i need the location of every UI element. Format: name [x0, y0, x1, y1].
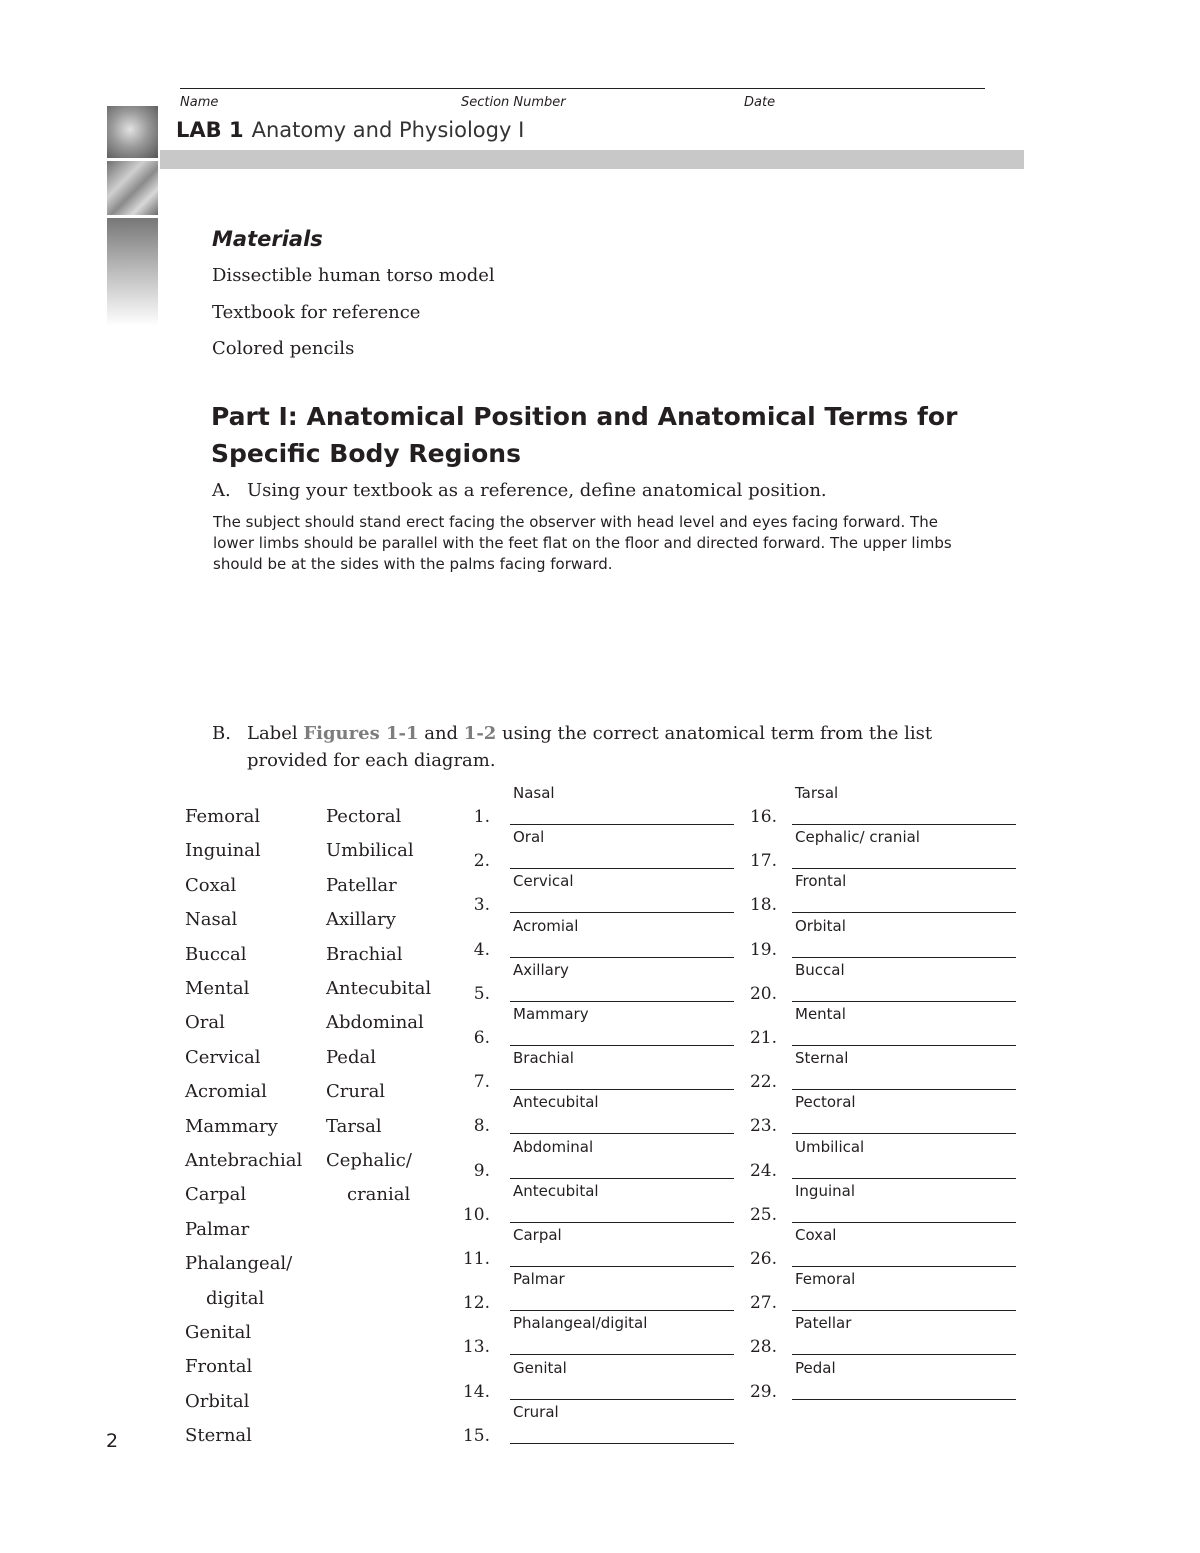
item-number: 7.	[473, 1072, 490, 1093]
question-b	[212, 720, 1002, 774]
answer-blank-line	[792, 912, 1016, 913]
material-item: Colored pencils	[212, 338, 355, 359]
term-list-item: Umbilical	[326, 840, 414, 862]
lab-number: LAB 1	[176, 118, 244, 142]
item-number: 21.	[749, 1028, 777, 1048]
question-b-text-part: using the correct anatomical term from the list provided for each diagram.	[247, 723, 933, 771]
answer-text[interactable]: Sternal	[795, 1049, 849, 1068]
term-list-item: Genital	[185, 1322, 252, 1343]
term-list-item: Mammary	[185, 1115, 278, 1137]
term-list-item: Phalangeal/	[185, 1253, 293, 1275]
answer-text[interactable]: Umbilical	[795, 1137, 865, 1156]
answer-blank-line	[510, 1266, 734, 1267]
answer-blank-line	[510, 957, 734, 958]
question-b-text-part: and	[418, 723, 464, 744]
figure-reference: 1-2	[463, 723, 497, 744]
item-number: 9.	[473, 1160, 490, 1181]
question-b-text-part: Label	[247, 723, 304, 744]
answer-text[interactable]: Orbital	[795, 916, 846, 935]
answer-text[interactable]: Nasal	[513, 784, 555, 802]
question-a-answer: The subject should stand erect facing the observer with head level and eyes facing forward. The lower limbs should be parallel with the feet flat on the floor and directed forward. The upper limbs should be at the sides with the palms facing forward.	[213, 513, 952, 573]
answer-text[interactable]: Tarsal	[795, 784, 839, 802]
item-number: 29.	[749, 1381, 777, 1402]
answer-blank-line	[792, 957, 1016, 958]
answer-blank-line	[792, 1266, 1016, 1267]
item-number: 4.	[473, 939, 490, 960]
answer-blank-line	[510, 1089, 734, 1090]
item-number: 1.	[473, 807, 490, 827]
name-label: Name	[180, 95, 219, 110]
question-a-letter: A.	[212, 480, 231, 501]
term-list-item: Antecubital	[326, 978, 432, 999]
answer-text[interactable]: Antecubital	[513, 1093, 599, 1112]
term-list-item: Frontal	[185, 1356, 253, 1378]
item-number: 2.	[473, 851, 490, 872]
answer-text[interactable]: Mammary	[513, 1005, 589, 1023]
answer-blank-line	[792, 1133, 1016, 1134]
question-a-text: Using your textbook as a reference, define anatomical position.	[247, 480, 827, 501]
term-list-item: Oral	[185, 1012, 225, 1034]
answer-blank-line	[510, 912, 734, 913]
term-list-item: Nasal	[185, 909, 238, 931]
term-list-item: digital	[206, 1287, 265, 1309]
term-list-item: Cephalic/	[326, 1150, 412, 1171]
item-number: 27.	[749, 1293, 777, 1314]
date-label: Date	[744, 95, 776, 110]
answer-blank-line	[792, 1310, 1016, 1311]
term-list-item: Palmar	[185, 1218, 250, 1240]
item-number: 22.	[749, 1072, 777, 1093]
answer-text[interactable]: Carpal	[513, 1226, 562, 1244]
answer-text[interactable]: Crural	[513, 1402, 559, 1421]
term-list-item: Orbital	[185, 1390, 250, 1412]
header-rule	[180, 88, 985, 89]
term-list-item: Cervical	[185, 1046, 261, 1068]
item-number: 16.	[749, 807, 777, 827]
answer-blank-line	[510, 1178, 734, 1179]
answer-text[interactable]: Palmar	[513, 1270, 565, 1289]
item-number: 6.	[473, 1028, 490, 1048]
answer-blank-line	[510, 1045, 734, 1046]
item-number: 19.	[749, 939, 777, 960]
answer-text[interactable]: Abdominal	[513, 1137, 594, 1156]
answer-blank-line	[510, 824, 734, 825]
material-item: Textbook for reference	[212, 302, 421, 323]
term-list-item: Crural	[326, 1081, 386, 1103]
answer-blank-line	[792, 1089, 1016, 1090]
answer-blank-line	[792, 1399, 1016, 1400]
term-list-item: Buccal	[185, 943, 247, 965]
answer-blank-line	[792, 1045, 1016, 1046]
material-item: Dissectible human torso model	[212, 265, 495, 286]
question-b-text	[247, 720, 1002, 774]
term-list-item: Pedal	[326, 1046, 376, 1068]
answer-blank-line	[510, 868, 734, 869]
term-list-item: Antebrachial	[185, 1150, 303, 1171]
answer-text[interactable]: Pedal	[795, 1358, 836, 1377]
term-list-item: Mental	[185, 978, 250, 999]
item-number: 14.	[462, 1381, 490, 1402]
gradient-strip	[107, 218, 158, 326]
item-number: 20.	[749, 983, 777, 1004]
item-number: 5.	[473, 983, 490, 1004]
answer-text[interactable]: Frontal	[795, 872, 847, 891]
item-number: 15.	[462, 1425, 490, 1446]
term-list-item: Patellar	[326, 874, 397, 896]
item-number: 18.	[749, 895, 777, 916]
answer-text[interactable]: Oral	[513, 828, 545, 847]
term-list-item: Femoral	[185, 806, 261, 827]
brain-scan-image	[107, 106, 158, 158]
answer-blank-line	[510, 1133, 734, 1134]
course-title: Anatomy and Physiology I	[251, 118, 525, 142]
item-number: 11.	[462, 1249, 490, 1269]
answer-blank-line	[510, 1222, 734, 1223]
item-number: 12.	[462, 1293, 490, 1314]
figure-reference: Figures 1-1	[303, 723, 419, 744]
item-number: 8.	[473, 1116, 490, 1137]
answer-blank-line	[792, 868, 1016, 869]
answer-text[interactable]: Cephalic/ cranial	[795, 828, 920, 847]
page-number: 2	[106, 1430, 119, 1452]
term-list-item: Carpal	[185, 1184, 247, 1206]
term-list-item: Brachial	[326, 943, 403, 965]
item-number: 25.	[749, 1204, 777, 1225]
lab-title	[176, 118, 524, 142]
answer-blank-line	[510, 1310, 734, 1311]
item-number: 26.	[749, 1249, 777, 1269]
item-number: 23.	[749, 1116, 777, 1137]
term-list-item: Abdominal	[326, 1012, 424, 1034]
answer-blank-line	[510, 1354, 734, 1355]
answer-text[interactable]: Pectoral	[795, 1093, 856, 1112]
part-heading: Part I: Anatomical Position and Anatomical Terms for Specific Body Regions	[211, 402, 958, 468]
item-number: 10.	[462, 1204, 490, 1225]
answer-blank-line	[792, 1222, 1016, 1223]
answer-blank-line	[510, 1001, 734, 1002]
answer-text[interactable]: Acromial	[513, 916, 579, 935]
answer-text[interactable]: Patellar	[795, 1314, 852, 1333]
answer-blank-line	[792, 1178, 1016, 1179]
answer-text[interactable]: Buccal	[795, 960, 845, 979]
item-number: 3.	[473, 895, 490, 916]
item-number: 28.	[749, 1337, 777, 1358]
term-list-item: Sternal	[185, 1425, 252, 1447]
term-list-item: Acromial	[185, 1081, 267, 1103]
item-number: 13.	[462, 1337, 490, 1358]
answer-text[interactable]: Genital	[513, 1358, 567, 1377]
term-list-item: Inguinal	[185, 840, 261, 862]
term-list-item: Pectoral	[326, 806, 402, 827]
section-number-label: Section Number	[461, 95, 566, 110]
term-list-item: cranial	[347, 1184, 411, 1206]
term-list-item: Axillary	[326, 909, 396, 931]
answer-text[interactable]: Mental	[795, 1005, 846, 1023]
answer-text[interactable]: Brachial	[513, 1049, 574, 1068]
header-bar	[160, 150, 1024, 169]
answer-blank-line	[792, 1001, 1016, 1002]
answer-blank-line	[792, 1354, 1016, 1355]
answer-text[interactable]: Coxal	[795, 1226, 837, 1244]
answer-blank-line	[792, 824, 1016, 825]
materials-heading: Materials	[212, 227, 323, 251]
answer-blank-line	[510, 1443, 734, 1444]
answer-text[interactable]: Axillary	[513, 960, 569, 979]
answer-text[interactable]: Phalangeal/digital	[513, 1314, 648, 1333]
anatomy-photo-image	[107, 161, 158, 215]
answer-text[interactable]: Antecubital	[513, 1181, 599, 1200]
answer-blank-line	[510, 1399, 734, 1400]
answer-text[interactable]: Inguinal	[795, 1181, 855, 1200]
answer-text[interactable]: Femoral	[795, 1270, 856, 1289]
answer-text[interactable]: Cervical	[513, 872, 574, 891]
item-number: 17.	[749, 851, 777, 872]
item-number: 24.	[749, 1160, 777, 1181]
term-list-item: Coxal	[185, 874, 237, 896]
term-list-item: Tarsal	[326, 1115, 382, 1137]
question-b-letter: B.	[212, 723, 231, 744]
